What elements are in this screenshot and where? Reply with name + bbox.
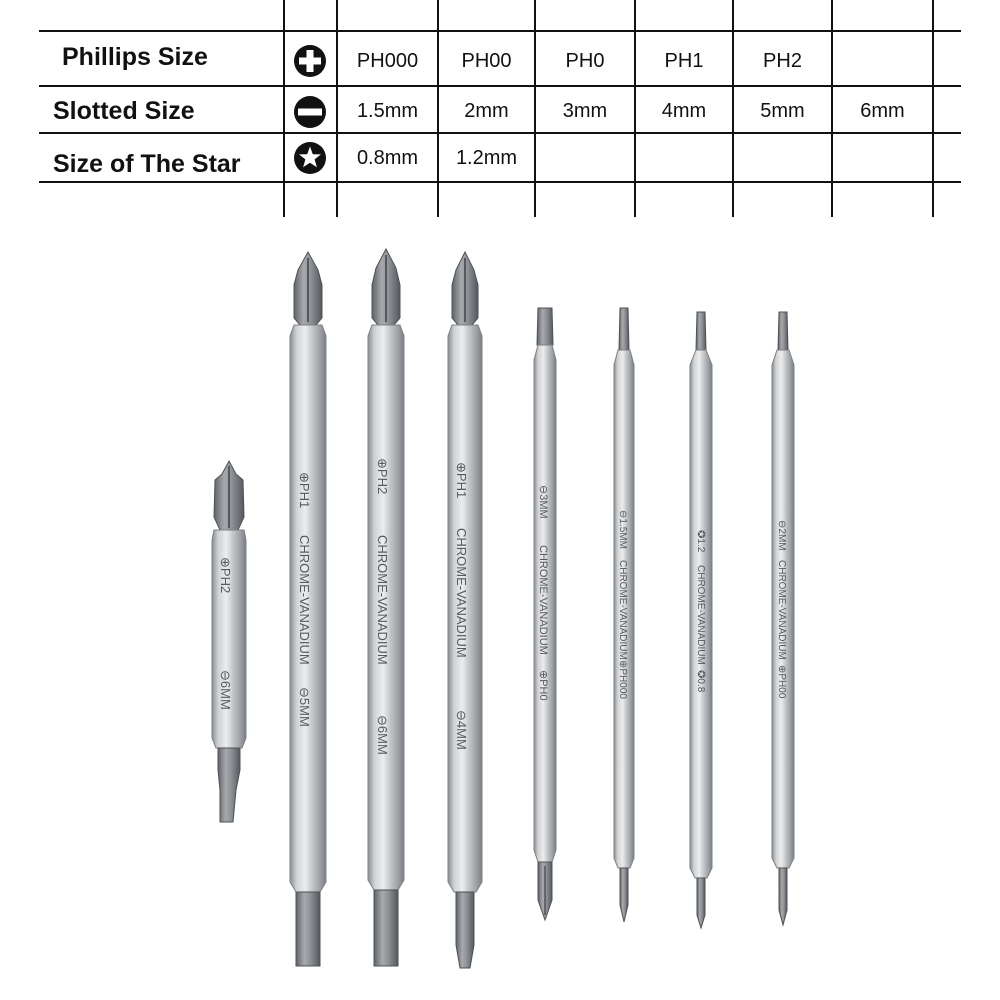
bit-3mm-ph0: [534, 308, 556, 920]
cell-0.8mm: 0.8mm: [356, 146, 419, 169]
bit-marking: ⊖6MM: [218, 670, 233, 710]
slotted-tip: [218, 748, 240, 822]
bit-marking: ⊕PH1: [297, 472, 312, 509]
cell-6mm: 6mm: [860, 99, 905, 122]
slotted-tip: [296, 892, 320, 966]
cell-ph0: PH0: [565, 49, 605, 72]
bit-ph1-5mm: [290, 252, 326, 966]
bit-marking: ⊕PH00: [776, 665, 787, 699]
row-label-star-size: Size of The Star: [53, 150, 241, 178]
bit-1.5mm-ph000: [614, 308, 634, 922]
bit-marking: ✪0.8: [695, 670, 706, 693]
bit-marking: CHROME-VANADIUM: [537, 545, 549, 655]
bit-marking: ✪1.2: [695, 530, 706, 553]
phillips-tip: [779, 868, 787, 925]
cell-ph1: PH1: [664, 49, 704, 72]
bit-star-1.2-0.8: [690, 312, 712, 928]
cell-1.2mm: 1.2mm: [455, 146, 518, 169]
bit-marking: ⊕PH000: [617, 660, 628, 699]
bit-marking: CHROME-VANADIUM: [776, 560, 787, 660]
row-label-slotted-size: Slotted Size: [53, 97, 195, 125]
bit-marking: ⊖3MM: [537, 485, 549, 519]
bit-marking: CHROME-VANADIUM: [617, 560, 628, 660]
bit-marking: CHROME-VANADIUM: [695, 565, 706, 665]
bit-marking: ⊕PH0: [537, 670, 549, 701]
star-tip: [697, 878, 705, 928]
bit-marking: ⊖2MM: [776, 520, 787, 551]
cell-3mm: 3mm: [562, 99, 608, 122]
cell-1.5mm: 1.5mm: [356, 99, 419, 122]
cell-ph2: PH2: [763, 49, 802, 72]
bit-marking: ⊖5MM: [297, 687, 312, 727]
cell-2mm: 2mm: [464, 99, 509, 122]
cell-ph000: PH000: [356, 49, 419, 72]
bit-ph2-6mm: [368, 249, 404, 966]
bit-marking: ⊕PH2: [375, 458, 390, 495]
bit-marking: ⊕PH1: [454, 462, 469, 499]
slotted-tip: [456, 892, 474, 968]
bit-marking: CHROME-VANADIUM: [375, 535, 390, 665]
bit-marking: ⊖4MM: [454, 710, 469, 750]
bit-marking: CHROME-VANADIUM: [297, 535, 312, 665]
slotted-tip: [619, 308, 629, 350]
bit-marking: ⊖1.5MM: [617, 510, 628, 549]
cell-ph00: PH00: [461, 49, 512, 72]
star-tip: [696, 312, 706, 350]
row-label-phillips-size: Phillips Size: [62, 43, 208, 71]
bit-2mm-ph00: [772, 312, 794, 925]
slotted-tip: [537, 308, 553, 345]
bit-short-ph2-6mm: [212, 461, 246, 822]
bit-marking: ⊖6MM: [375, 715, 390, 755]
bit-ph1-4mm: [448, 252, 482, 968]
slotted-tip: [374, 890, 398, 966]
phillips-tip: [620, 868, 628, 922]
bit-marking: CHROME-VANADIUM: [454, 528, 469, 658]
cell-4mm: 4mm: [661, 99, 707, 122]
slotted-tip: [778, 312, 788, 350]
bit-marking: ⊕PH2: [218, 557, 233, 594]
cell-5mm: 5mm: [760, 99, 805, 122]
